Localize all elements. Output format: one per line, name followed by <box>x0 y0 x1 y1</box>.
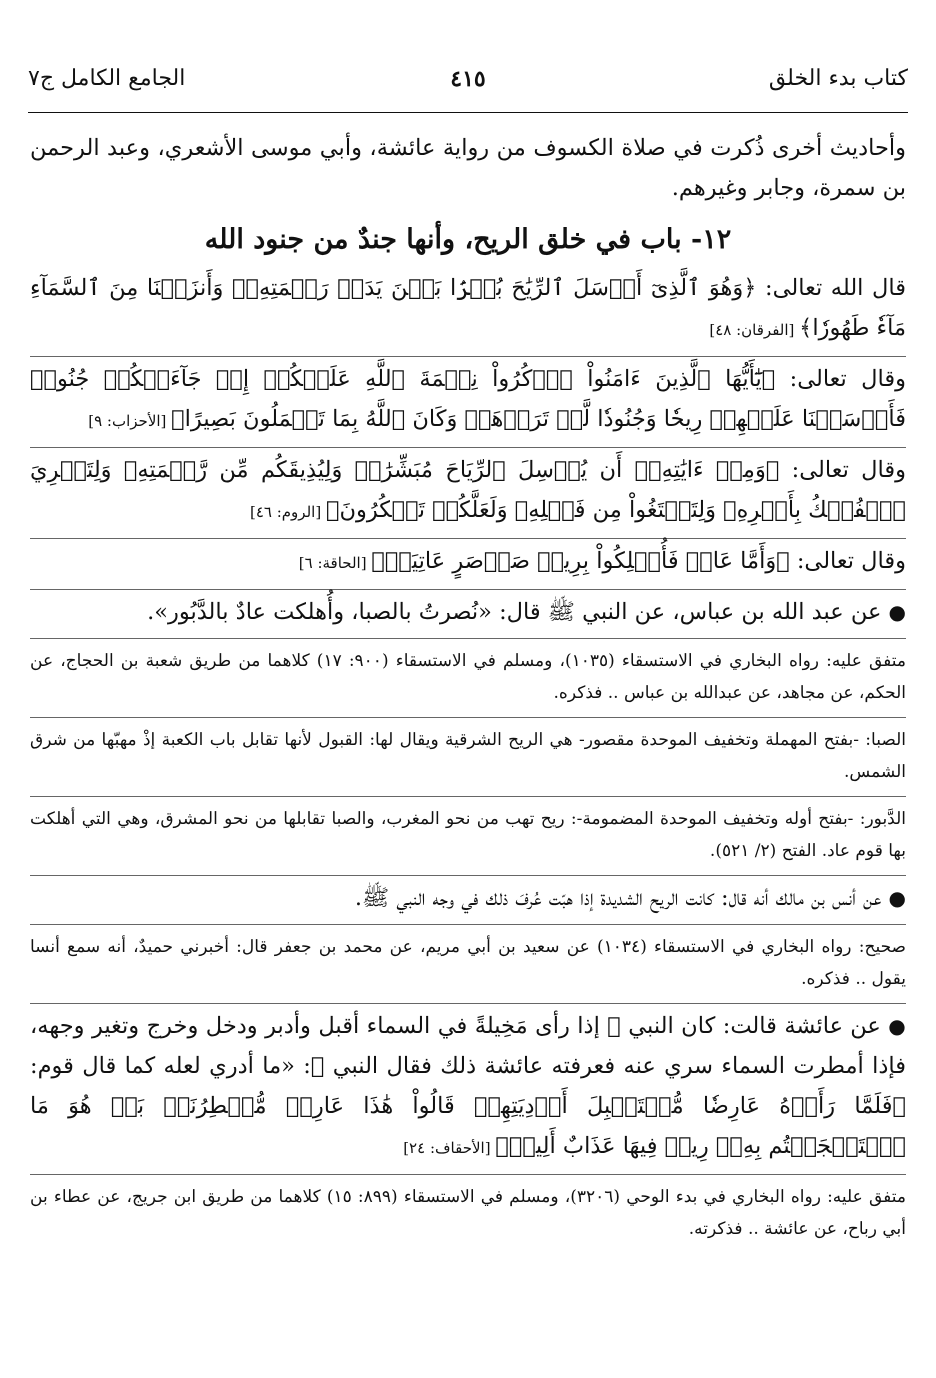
verse-reference: [الأحقاف: ٢٤] <box>403 1139 496 1157</box>
book-section-title: كتاب بدء الخلق <box>768 66 908 91</box>
hadith-anas <box>30 876 906 925</box>
hadith-text: عن أنس بن مالك أنه قال: كانت الريح الشديدة إذا هبّت عُرفَ ذلك في وجه النبي ﷺ. <box>354 885 882 911</box>
verse-text: ﴿وَأَمَّا عَادٞ فَأُهۡلِكُواْ بِرِيحٖ صَرۡصَرٍ عَاتِيَةٖ﴾ <box>371 548 790 574</box>
definition-saba: الصبا: -بفتح المهملة وتخفيف الموحدة مقصور- هي الريح الشرقية ويقال لها: القبول لأنها تقابل باب الكعبة إذْ مهبّها من شرق الشمس. <box>30 718 906 797</box>
chapter-heading: ١٢- باب في خلق الريح، وأنها جندٌ من جنود الله <box>204 224 732 255</box>
verse-intro: قال الله تعالى: <box>756 275 906 301</box>
definition-dabur: الدَّبور: -بفتح أوله وتخفيف الموحدة المضمومة-: ريح تهب من نحو المغرب، والصبا تقابلها من نحو المشرق، وهي التي أهلكت بها قوم عاد. الفتح (٢/ ٥٢١). <box>30 797 906 876</box>
page-header <box>28 60 908 113</box>
bullet-icon: ● <box>888 886 906 910</box>
verse-block-ahzab <box>30 357 906 448</box>
verse-intro: وقال تعالى: <box>789 548 906 574</box>
takhrij-note: صحيح: رواه البخاري في الاستسقاء (١٠٣٤) عن سعيد بن أبي مريم، عن محمد بن جعفر قال: أخبرني حميدٌ، أنه سمع أنسا يقول .. فذكره. <box>30 925 906 1004</box>
hadith-aisha <box>30 1004 906 1175</box>
verse-reference: [الحاقة: ٦] <box>298 554 372 572</box>
verse-block-haqqa <box>30 539 906 590</box>
hadith-text: عن عائشة قالت: كان النبي ﷺ إذا رأى مَخِيلةً في السماء أقبل وأدبر ودخل وخرج وتغير وجهه، فإذا أمطرت السماء سري عنه فعرفته عائشة ذلك فقال النبي ﷺ: «ما أدري لعله كما قال قوم: <box>30 1013 906 1079</box>
verse-reference: [الروم: ٤٦] <box>249 503 326 521</box>
verse-block-furqan <box>30 266 906 357</box>
verse-intro: وقال تعالى: <box>775 366 906 392</box>
takhrij-note: متفق عليه: رواه البخاري في الاستسقاء (١٠٣٥)، ومسلم في الاستسقاء (٩٠٠: ١٧) كلاهما من طريق شعبة بن الحجاج، عن الحكم، عن مجاهد، عن عبدالله بن عباس .. فذكره. <box>30 639 906 718</box>
hadith-text: عن عبد الله بن عباس، عن النبي ﷺ قال: «نُصرتُ بالصبا، وأُهلكت عادٌ بالدَّبُور». <box>147 599 882 625</box>
verse-block-rum <box>30 448 906 539</box>
page-body <box>30 126 906 1253</box>
verse-reference: [الأحزاب: ٩] <box>88 412 172 430</box>
bullet-icon: ● <box>888 1014 907 1038</box>
bullet-icon: ● <box>888 600 906 624</box>
verse-text: ﴿وَمِنۡ ءَايَٰتِهِۦٓ أَن يُرۡسِلَ ٱلرِّيَاحَ مُبَشِّرَٰتٖ وَلِيُذِيقَكُم مِّن رَّحۡمَتِهِۦ وَلِتَجۡرِيَ ٱلۡفُلۡكُ بِأَمۡرِهِۦ وَلِتَبۡتَغُواْ مِن فَضۡلِهِۦ وَلَعَلَّكُمۡ تَشۡكُرُونَ﴾ <box>30 457 906 523</box>
takhrij-note: متفق عليه: رواه البخاري في بدء الوحي (٣٢٠٦)، ومسلم في الاستسقاء (٨٩٩: ١٥) كلاهما من طريق ابن جريج، عن عطاء بن أبي رباح، عن عائشة .. فذكرته. <box>30 1187 906 1239</box>
verse-text: ﴿يَٰٓأَيُّهَا ٱلَّذِينَ ءَامَنُواْ ٱذۡكُرُواْ نِعۡمَةَ ٱللَّهِ عَلَيۡكُمۡ إِذۡ جَآءَتۡكُمۡ جُنُودٞ فَأَرۡسَلۡنَا عَلَيۡهِمۡ رِيحٗا وَجُنُودٗا لَّمۡ تَرَوۡهَاۚ وَكَانَ ٱللَّهُ بِمَا تَعۡمَلُونَ بَصِيرًا﴾ <box>30 366 906 432</box>
page-number: ٤١٥ <box>450 66 486 92</box>
verse-text: ﴿وَهُوَ ٱلَّذِىٓ أَرۡسَلَ ٱلرِّيَٰحَ بُشۡرَۢا بَيۡنَ يَدَىۡ رَحۡمَتِهِۦۚ وَأَنزَلۡنَا مِنَ ٱلسَّمَآءِ مَآءٗ طَهُورٗا﴾ <box>30 275 906 341</box>
verse-text: ﴿فَلَمَّا رَأَوۡهُ عَارِضٗا مُّسۡتَقۡبِلَ أَوۡدِيَتِهِمۡ قَالُواْ هَٰذَا عَارِضٞ مُّمۡطِرُنَاۚ بَلۡ هُوَ مَا ٱسۡتَعۡجَلۡتُم بِهِۦۖ رِيحٞ فِيهَا عَذَابٌ أَلِيمٞ﴾ <box>30 1093 906 1159</box>
verse-intro: وقال تعالى: <box>779 457 906 483</box>
intro-paragraph: وأحاديث أخرى ذُكرت في صلاة الكسوف من رواية عائشة، وأبي موسى الأشعري، وعبد الرحمن بن سمرة، وجابر وغيرهم. <box>30 135 906 201</box>
hadith-ibn-abbas <box>30 590 906 639</box>
book-title: الجامع الكامل ج٧ <box>28 66 186 91</box>
verse-reference: [الفرقان: ٤٨] <box>709 321 800 339</box>
